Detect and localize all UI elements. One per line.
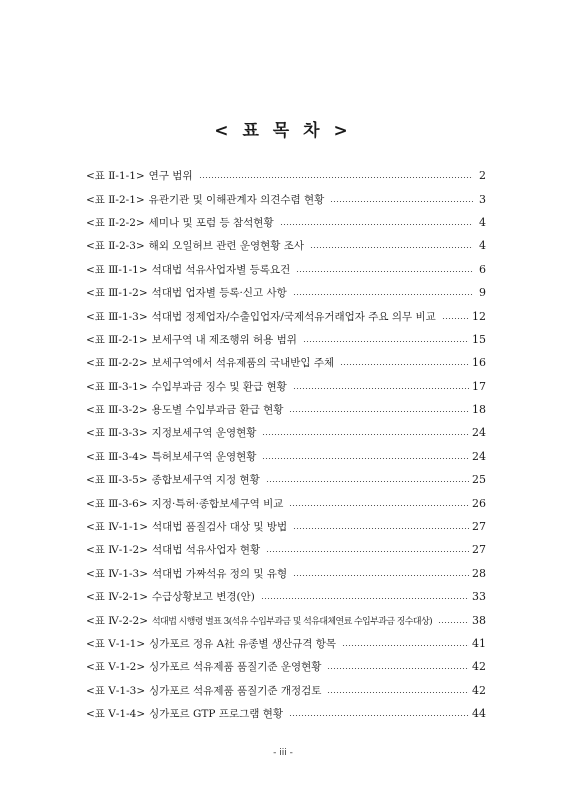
toc-entry-caption: 지정·특허·종합보세구역 비교 [151, 497, 284, 510]
toc-entry[interactable] [86, 608, 486, 631]
toc-entry-page-number: 4 [479, 239, 486, 253]
toc-entry-label: <표 Ⅲ-3-6> [86, 497, 148, 510]
toc-entry-page-number: 24 [472, 426, 486, 440]
toc-entry-caption: 유관기관 및 이해관계자 의견수렴 현황 [148, 193, 325, 206]
toc-entry[interactable] [86, 304, 486, 327]
dot-leader [330, 201, 473, 202]
dot-leader [289, 411, 469, 412]
toc-entry-caption: 싱가포르 GTP 프로그램 현황 [149, 708, 284, 721]
toc-entry-label: <표 Ⅳ-2-2> [86, 614, 149, 627]
toc-entry-caption: 용도별 수입부과금 환급 현황 [151, 404, 284, 417]
toc-entry-page-number: 6 [479, 262, 486, 276]
toc-entry-page-number: 27 [472, 520, 486, 534]
dot-leader [266, 551, 469, 552]
dot-leader [303, 341, 469, 342]
toc-entry-page-number: 24 [472, 449, 486, 463]
toc-entry[interactable] [86, 187, 486, 210]
toc-entry[interactable] [86, 632, 486, 655]
toc-entry[interactable] [86, 655, 486, 678]
dot-leader [442, 318, 469, 319]
toc-entry-page-number: 16 [472, 356, 486, 370]
toc-entry-page-number: 44 [472, 707, 486, 721]
dot-leader [261, 598, 469, 599]
toc-entry-caption: 석대법 석유사업자 현황 [152, 544, 261, 557]
toc-entry-page-number: 18 [472, 403, 486, 417]
toc-entry-caption: 석대법 정제업자/수출입업자/국제석유거래업자 주요 의무 비교 [151, 310, 436, 323]
toc-entry-page-number: 28 [472, 566, 486, 580]
toc-entry-label: <표 Ⅲ-3-1> [86, 380, 148, 393]
toc-entry-page-number: 3 [479, 192, 486, 206]
page-number-footer: - iii - [273, 748, 293, 758]
toc-entry-label: <표 Ⅲ-1-1> [86, 263, 148, 276]
dot-leader [438, 622, 469, 623]
toc-entry-page-number: 4 [479, 215, 486, 229]
toc-entry-label: <표 Ⅲ-3-3> [86, 427, 148, 440]
dot-leader [327, 668, 469, 669]
toc-entry-page-number: 9 [479, 286, 486, 300]
dot-leader [266, 481, 469, 482]
toc-entry-label: <표 Ⅲ-3-4> [86, 450, 148, 463]
toc-entry-page-number: 33 [472, 590, 486, 604]
toc-entry-page-number: 42 [472, 660, 486, 674]
toc-entry-label: <표 Ⅱ-2-1> [86, 193, 145, 206]
toc-entry[interactable] [86, 562, 486, 585]
toc-entry-caption: 석대법 가짜석유 정의 및 유형 [152, 567, 288, 580]
dot-leader [342, 645, 469, 646]
toc-entry[interactable] [86, 421, 486, 444]
toc-entry-caption: 보세구역에서 석유제품의 국내반입 주체 [151, 357, 335, 370]
toc-entry-label: <표 Ⅲ-2-2> [86, 357, 148, 370]
toc-entry-caption: 싱가포르 석유제품 품질기준 개정검토 [149, 684, 322, 697]
toc-entry[interactable] [86, 585, 486, 608]
toc-entry-label: <표 Ⅳ-2-1> [86, 591, 149, 604]
toc-entry[interactable] [86, 515, 486, 538]
dot-leader [293, 528, 469, 529]
toc-entry[interactable] [86, 258, 486, 281]
toc-entry-label: <표 Ⅱ-1-1> [86, 170, 145, 183]
toc-entry-page-number: 41 [472, 637, 486, 650]
toc-entry-label: <표 Ⅲ-2-1> [86, 333, 148, 346]
toc-entry-page-number: 17 [472, 379, 486, 393]
toc-entry-page-number: 42 [472, 683, 486, 697]
toc-entry-caption: 석대법 석유사업자별 등록요건 [151, 263, 291, 276]
toc-entry-caption: 수입부과금 징수 및 환급 현황 [151, 380, 287, 393]
toc-entry-caption: 해외 오일허브 관련 운영현황 조사 [148, 240, 305, 253]
toc-entry-label: <표 Ⅲ-3-2> [86, 404, 148, 417]
dot-leader [293, 388, 469, 389]
dot-leader [262, 458, 469, 459]
dot-leader [340, 364, 469, 365]
table-of-contents-list [86, 164, 486, 725]
dot-leader [289, 505, 469, 506]
toc-entry[interactable] [86, 445, 486, 468]
dot-leader [280, 224, 473, 225]
toc-entry-label: <표 Ⅴ-1-3> [86, 684, 146, 697]
toc-entry[interactable] [86, 351, 486, 374]
toc-entry-caption: 싱가포르 석유제품 품질기준 운영현황 [149, 661, 322, 674]
toc-entry-label: <표 Ⅱ-2-2> [86, 216, 145, 229]
dot-leader [296, 271, 473, 272]
toc-entry-page-number: 38 [472, 613, 486, 627]
toc-entry-caption: 수급상황보고 변경(안) [152, 591, 255, 604]
dot-leader [293, 575, 469, 576]
toc-entry[interactable] [86, 281, 486, 304]
toc-entry-caption: 석대법 업자별 등록·신고 사항 [151, 287, 287, 300]
toc-entry-label: <표 Ⅳ-1-2> [86, 544, 149, 557]
toc-entry[interactable] [86, 328, 486, 351]
toc-entry[interactable] [86, 491, 486, 514]
toc-entry-caption: 석대법 품질검사 대상 및 방법 [152, 521, 288, 534]
toc-entry-caption: 세미나 및 포럼 등 참석현황 [148, 216, 274, 229]
toc-entry-page-number: 15 [472, 332, 486, 346]
toc-entry-caption: 석대법 시행령 별표 3(석유 수입부과금 및 석유대체연료 수입부과금 징수대상) [152, 616, 432, 627]
toc-entry-page-number: 27 [472, 543, 486, 557]
toc-entry-label: <표 Ⅲ-3-5> [86, 474, 148, 487]
toc-entry-page-number: 26 [472, 496, 486, 510]
dot-leader [327, 692, 469, 693]
toc-entry[interactable] [86, 702, 486, 725]
toc-entry-page-number: 12 [472, 309, 486, 323]
toc-entry-caption: 연구 범위 [148, 170, 193, 183]
dot-leader [289, 715, 469, 716]
dot-leader [262, 434, 469, 435]
toc-entry[interactable] [86, 211, 486, 234]
toc-entry-caption: 종합보세구역 지정 현황 [151, 474, 260, 487]
toc-entry-label: <표 Ⅱ-2-3> [86, 240, 145, 253]
toc-entry-caption: 싱가포르 정유 A社 유종별 생산규격 항목 [149, 638, 337, 650]
toc-entry[interactable] [86, 468, 486, 491]
page-title: < 표 목 차 > [214, 121, 352, 141]
toc-entry-label: <표 Ⅴ-1-2> [86, 661, 146, 674]
toc-entry-label: <표 Ⅲ-1-3> [86, 310, 148, 323]
dot-leader [310, 247, 473, 248]
toc-entry-page-number: 2 [479, 169, 486, 183]
toc-entry-label: <표 Ⅴ-1-1> [86, 638, 146, 650]
dot-leader [293, 294, 473, 295]
toc-entry-label: <표 Ⅳ-1-3> [86, 567, 149, 580]
toc-entry-label: <표 Ⅳ-1-1> [86, 521, 149, 534]
toc-entry[interactable] [86, 375, 486, 398]
toc-entry-caption: 지정보세구역 운영현황 [151, 427, 257, 440]
toc-entry[interactable] [86, 164, 486, 187]
toc-entry-caption: 특허보세구역 운영현황 [151, 450, 257, 463]
toc-entry-caption: 보세구역 내 제조행위 허용 범위 [151, 333, 297, 346]
toc-entry[interactable] [86, 398, 486, 421]
toc-entry[interactable] [86, 234, 486, 257]
toc-entry[interactable] [86, 538, 486, 561]
toc-entry-label: <표 Ⅴ-1-4> [86, 708, 146, 721]
toc-entry-page-number: 25 [472, 473, 486, 487]
dot-leader [199, 177, 473, 178]
toc-entry-label: <표 Ⅲ-1-2> [86, 287, 148, 300]
toc-entry[interactable] [86, 679, 486, 702]
